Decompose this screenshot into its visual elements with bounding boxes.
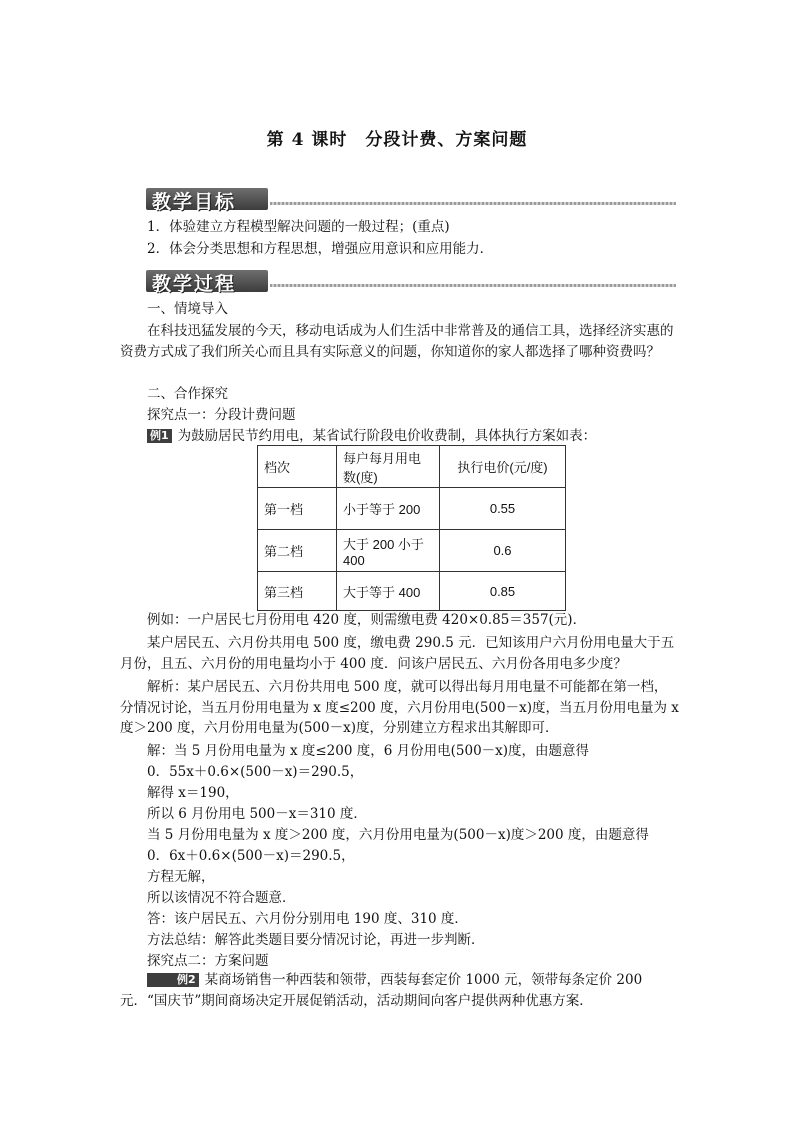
answer-line: 答：该户居民五、六月份分别用电 190 度、310 度． xyxy=(147,911,468,927)
example-calc-line: 例如：一户居民七月份用电 420 度，则需缴电费 420×0.85＝357(元)． xyxy=(147,612,587,628)
example-two-paragraph xyxy=(120,970,680,1011)
goals-rule xyxy=(270,202,676,205)
intro-heading: 一、情境导入 xyxy=(147,301,228,317)
solution-line: 0．55x＋0.6×(500－x)＝290.5， xyxy=(147,764,364,780)
table-row xyxy=(258,488,566,530)
table-header-cell: 每户每月用电数(度) xyxy=(337,446,440,488)
table-cell: 大于等于 400 xyxy=(337,572,440,611)
point-one-heading: 探究点一：分段计费问题 xyxy=(147,407,296,423)
example-one-tag: 例1 xyxy=(147,429,172,443)
table-cell: 第一档 xyxy=(258,488,337,530)
table-header-row xyxy=(258,446,566,488)
table-cell: 第三档 xyxy=(258,572,337,611)
table-header-cell: 档次 xyxy=(258,446,337,488)
goal-item-1: 1．体验建立方程模型解决问题的一般过程；(重点) xyxy=(147,219,450,235)
analysis-paragraph: 解析：某户居民五、六月份共用电 500 度，就可以得出每月用电量不可能都在第一档，分情况讨论，当五月份用电量为 x 度≤200 度，六月份用电(500－x)度，当五月份用电量为 x 度＞200 度，六月份用电量为(500－x)度，分别建立方程求出其解即可． xyxy=(120,679,679,736)
table-cell: 0.55 xyxy=(440,488,566,530)
table-cell: 小于等于 200 xyxy=(337,488,440,530)
solution-line: 所以该情况不符合题意． xyxy=(147,890,296,906)
table-cell: 0.6 xyxy=(440,530,566,572)
goal-item-2: 2．体会分类思想和方程思想，增强应用意识和应用能力． xyxy=(147,241,494,257)
solution-line: 0．6x＋0.6×(500－x)＝290.5， xyxy=(147,848,355,864)
lesson-title: 第 4 课时 分段计费、方案问题 xyxy=(266,130,528,150)
process-rule xyxy=(270,284,676,287)
solution-line: 当 5 月份用电量为 x 度＞200 度，六月份用电量为(500－x)度＞200 度，由题意得 xyxy=(147,827,649,843)
problem-paragraph: 某户居民五、六月份共用电 500 度，缴电费 290.5 元．已知该用户六月份用电量大于五月份，且五、六月份的用电量均小于 400 度．问该户居民五、六月份各用电多少度？ xyxy=(120,635,675,672)
example-one-text: 为鼓励居民节约用电，某省试行阶段电价收费制，具体执行方案如表： xyxy=(177,428,597,444)
intro-paragraph: 在科技迅猛发展的今天，移动电话成为人们生活中非常普及的通信工具，选择经济实惠的资费方式成了我们所关心而且具有实际意义的问题，你知道你的家人都选择了哪种资费吗？ xyxy=(120,323,674,360)
process-banner xyxy=(146,267,676,293)
point-two-heading: 探究点二：方案问题 xyxy=(147,953,269,969)
explore-heading: 二、合作探究 xyxy=(147,386,228,402)
solution-line: 所以 6 月份用电 500－x＝310 度． xyxy=(147,806,367,822)
goals-banner xyxy=(146,185,676,211)
process-heading: 教学过程 xyxy=(152,273,237,295)
table-header-cell: 执行电价(元/度) xyxy=(440,446,566,488)
table-cell: 第二档 xyxy=(258,530,337,572)
goals-heading: 教学目标 xyxy=(152,191,237,213)
table-row xyxy=(258,530,566,572)
table-cell: 大于 200 小于 400 xyxy=(337,530,440,572)
process-heading-bar xyxy=(146,270,268,295)
table-cell: 0.85 xyxy=(440,572,566,611)
example-two-tag: 例2 xyxy=(147,973,199,987)
solution-line: 方程无解， xyxy=(147,869,215,885)
example-two-text: 某商场销售一种西装和领带，西装每套定价 1000 元，领带每条定价 200 元．“国庆节”期间商场决定开展促销活动，活动期间向客户提供两种优惠方案． xyxy=(120,972,643,1009)
example-one-line xyxy=(147,427,596,446)
electricity-rate-table xyxy=(257,445,566,611)
solution-line: 解得 x＝190， xyxy=(147,785,239,801)
goals-heading-bar xyxy=(146,188,268,213)
method-summary-line: 方法总结：解答此类题目要分情况讨论，再进一步判断． xyxy=(147,932,485,948)
solution-line: 解：当 5 月份用电量为 x 度≤200 度，6 月份用电(500－x)度，由题意得 xyxy=(147,743,590,759)
table-row xyxy=(258,572,566,611)
